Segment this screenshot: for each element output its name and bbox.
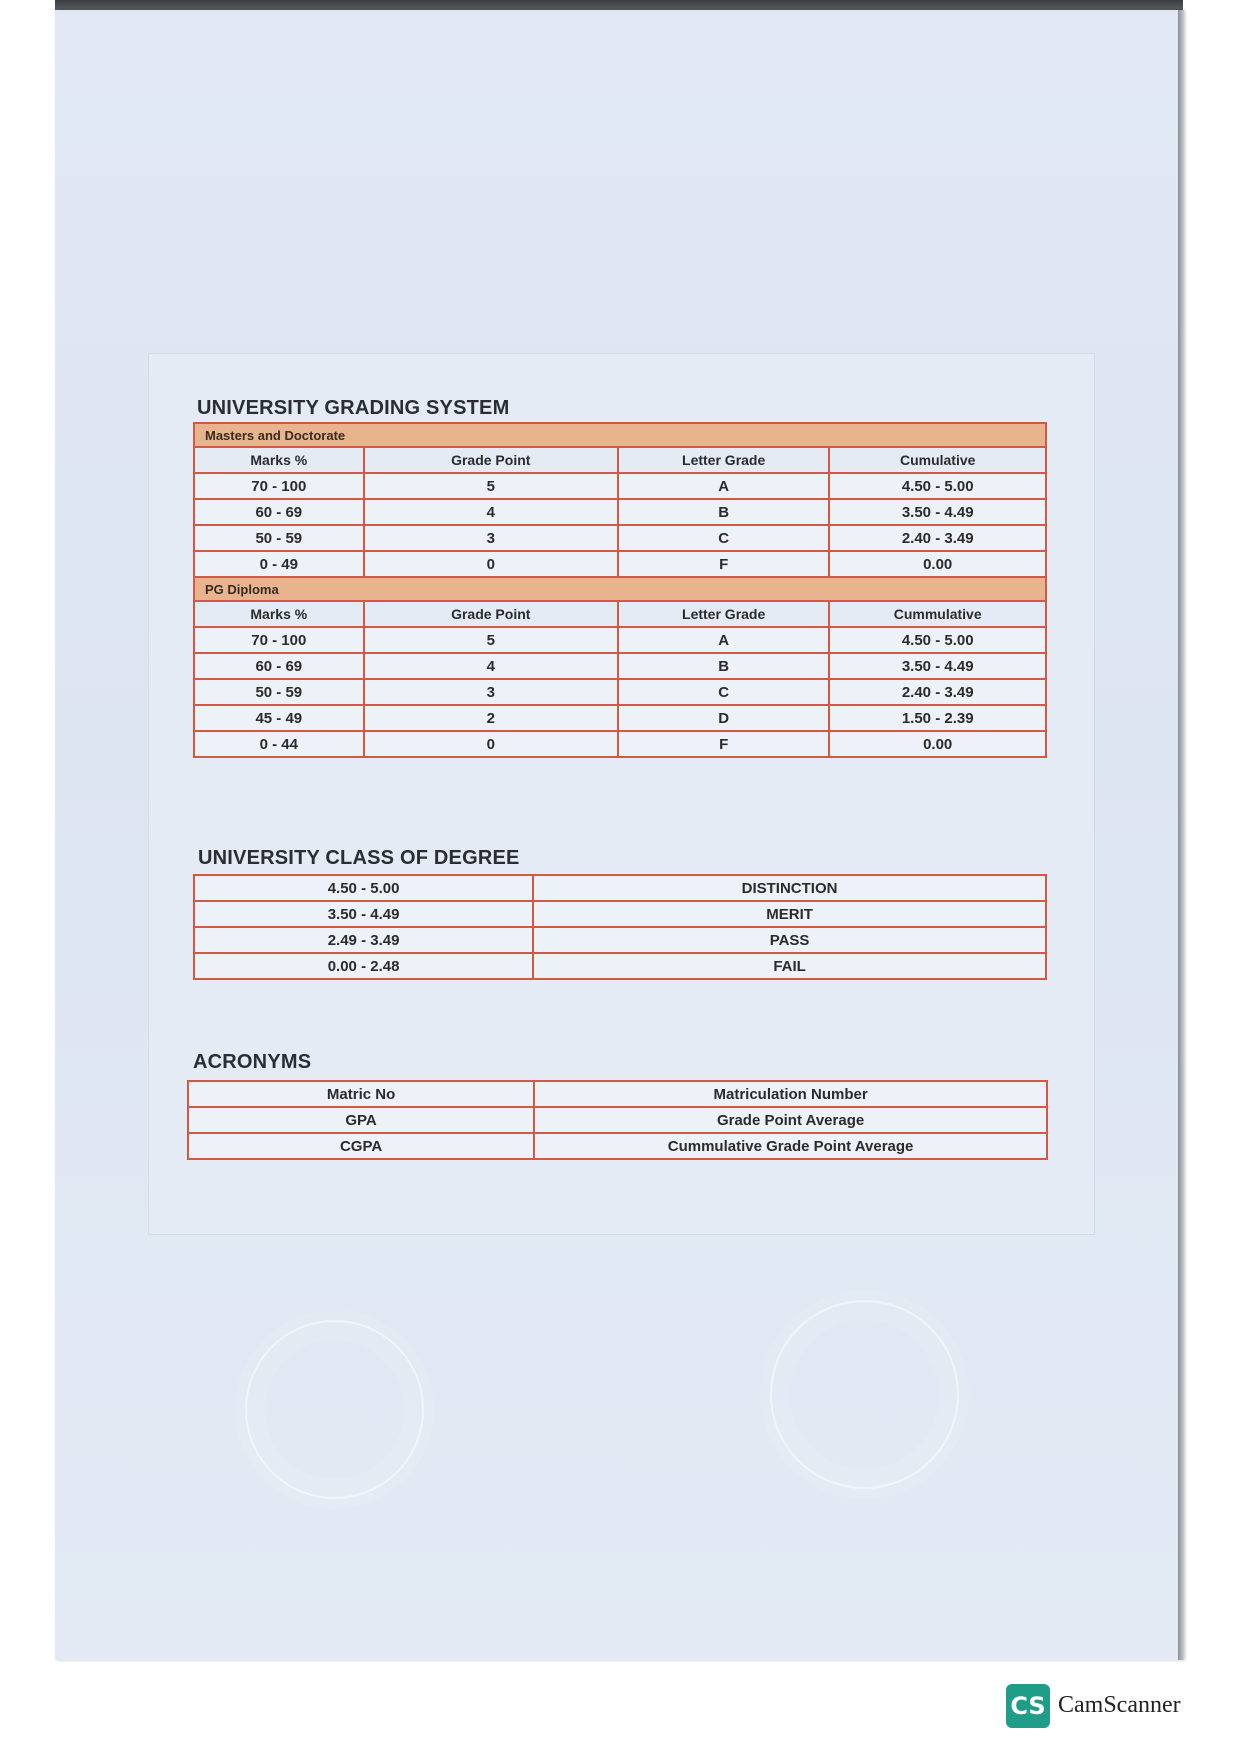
table-row <box>194 473 1046 499</box>
header-cumulative: Cumulative <box>829 447 1046 473</box>
header-cumulative: Cummulative <box>829 601 1046 627</box>
table-row <box>194 653 1046 679</box>
cell-marks: 50 - 59 <box>194 679 364 705</box>
cell-letter-grade: B <box>618 653 829 679</box>
grading-table <box>193 422 1047 758</box>
cell-grade-point: 5 <box>364 473 618 499</box>
cell-cumulative: 4.50 - 5.00 <box>829 473 1046 499</box>
table-row <box>188 1133 1047 1159</box>
cell-letter-grade: F <box>618 731 829 757</box>
cell-cumulative: 1.50 - 2.39 <box>829 705 1046 731</box>
cell-cumulative: 3.50 - 4.49 <box>829 653 1046 679</box>
acronyms-table <box>187 1080 1048 1160</box>
cell-meaning: Cummulative Grade Point Average <box>534 1133 1047 1159</box>
cell-marks: 70 - 100 <box>194 473 364 499</box>
masters-band-label: Masters and Doctorate <box>194 423 1046 447</box>
header-marks: Marks % <box>194 601 364 627</box>
class-of-degree-table <box>193 874 1047 980</box>
table-row <box>188 1081 1047 1107</box>
masters-header-row <box>194 447 1046 473</box>
pg-diploma-band-row <box>194 577 1046 601</box>
table-row <box>194 499 1046 525</box>
cell-acronym: Matric No <box>188 1081 534 1107</box>
cell-class: FAIL <box>533 953 1046 979</box>
page-edge-shadow <box>1178 10 1184 1660</box>
table-row <box>194 525 1046 551</box>
cell-range: 4.50 - 5.00 <box>194 875 533 901</box>
cell-grade-point: 5 <box>364 627 618 653</box>
cell-range: 3.50 - 4.49 <box>194 901 533 927</box>
table-row <box>188 1107 1047 1133</box>
cell-marks: 70 - 100 <box>194 627 364 653</box>
cell-cumulative: 3.50 - 4.49 <box>829 499 1046 525</box>
table-row <box>194 927 1046 953</box>
pg-diploma-header-row <box>194 601 1046 627</box>
class-of-degree-title: UNIVERSITY CLASS OF DEGREE <box>198 847 520 869</box>
cell-grade-point: 2 <box>364 705 618 731</box>
cell-marks: 0 - 49 <box>194 551 364 577</box>
table-row <box>194 627 1046 653</box>
cell-grade-point: 4 <box>364 653 618 679</box>
pg-diploma-band-label: PG Diploma <box>194 577 1046 601</box>
camscanner-brand: CamScanner <box>1058 1692 1181 1718</box>
cell-cumulative: 2.40 - 3.49 <box>829 525 1046 551</box>
cell-letter-grade: B <box>618 499 829 525</box>
header-marks: Marks % <box>194 447 364 473</box>
cell-acronym: CGPA <box>188 1133 534 1159</box>
cell-letter-grade: F <box>618 551 829 577</box>
acronyms-title: ACRONYMS <box>193 1051 312 1073</box>
cell-cumulative: 0.00 <box>829 551 1046 577</box>
table-row <box>194 731 1046 757</box>
cell-grade-point: 0 <box>364 551 618 577</box>
cell-letter-grade: C <box>618 525 829 551</box>
cell-letter-grade: D <box>618 705 829 731</box>
table-row <box>194 705 1046 731</box>
cell-class: MERIT <box>533 901 1046 927</box>
cell-marks: 60 - 69 <box>194 653 364 679</box>
header-grade-point: Grade Point <box>364 601 618 627</box>
cell-grade-point: 3 <box>364 679 618 705</box>
grading-title: UNIVERSITY GRADING SYSTEM <box>197 397 510 419</box>
masters-band-row <box>194 423 1046 447</box>
table-row <box>194 901 1046 927</box>
cell-letter-grade: A <box>618 473 829 499</box>
table-row <box>194 679 1046 705</box>
cell-letter-grade: C <box>618 679 829 705</box>
cell-meaning: Matriculation Number <box>534 1081 1047 1107</box>
cell-meaning: Grade Point Average <box>534 1107 1047 1133</box>
cell-marks: 60 - 69 <box>194 499 364 525</box>
cell-cumulative: 2.40 - 3.49 <box>829 679 1046 705</box>
cell-cumulative: 0.00 <box>829 731 1046 757</box>
camscanner-logo-icon: CS <box>1006 1684 1050 1728</box>
cell-range: 0.00 - 2.48 <box>194 953 533 979</box>
cell-grade-point: 4 <box>364 499 618 525</box>
table-row <box>194 551 1046 577</box>
header-grade-point: Grade Point <box>364 447 618 473</box>
table-row <box>194 953 1046 979</box>
embossed-seal-left <box>245 1320 424 1499</box>
embossed-seal-right <box>770 1300 959 1489</box>
cell-range: 2.49 - 3.49 <box>194 927 533 953</box>
cell-acronym: GPA <box>188 1107 534 1133</box>
cell-marks: 0 - 44 <box>194 731 364 757</box>
cell-marks: 50 - 59 <box>194 525 364 551</box>
header-letter-grade: Letter Grade <box>618 601 829 627</box>
header-letter-grade: Letter Grade <box>618 447 829 473</box>
cell-grade-point: 3 <box>364 525 618 551</box>
cell-letter-grade: A <box>618 627 829 653</box>
cell-class: DISTINCTION <box>533 875 1046 901</box>
cell-marks: 45 - 49 <box>194 705 364 731</box>
cell-grade-point: 0 <box>364 731 618 757</box>
cell-cumulative: 4.50 - 5.00 <box>829 627 1046 653</box>
table-row <box>194 875 1046 901</box>
cell-class: PASS <box>533 927 1046 953</box>
